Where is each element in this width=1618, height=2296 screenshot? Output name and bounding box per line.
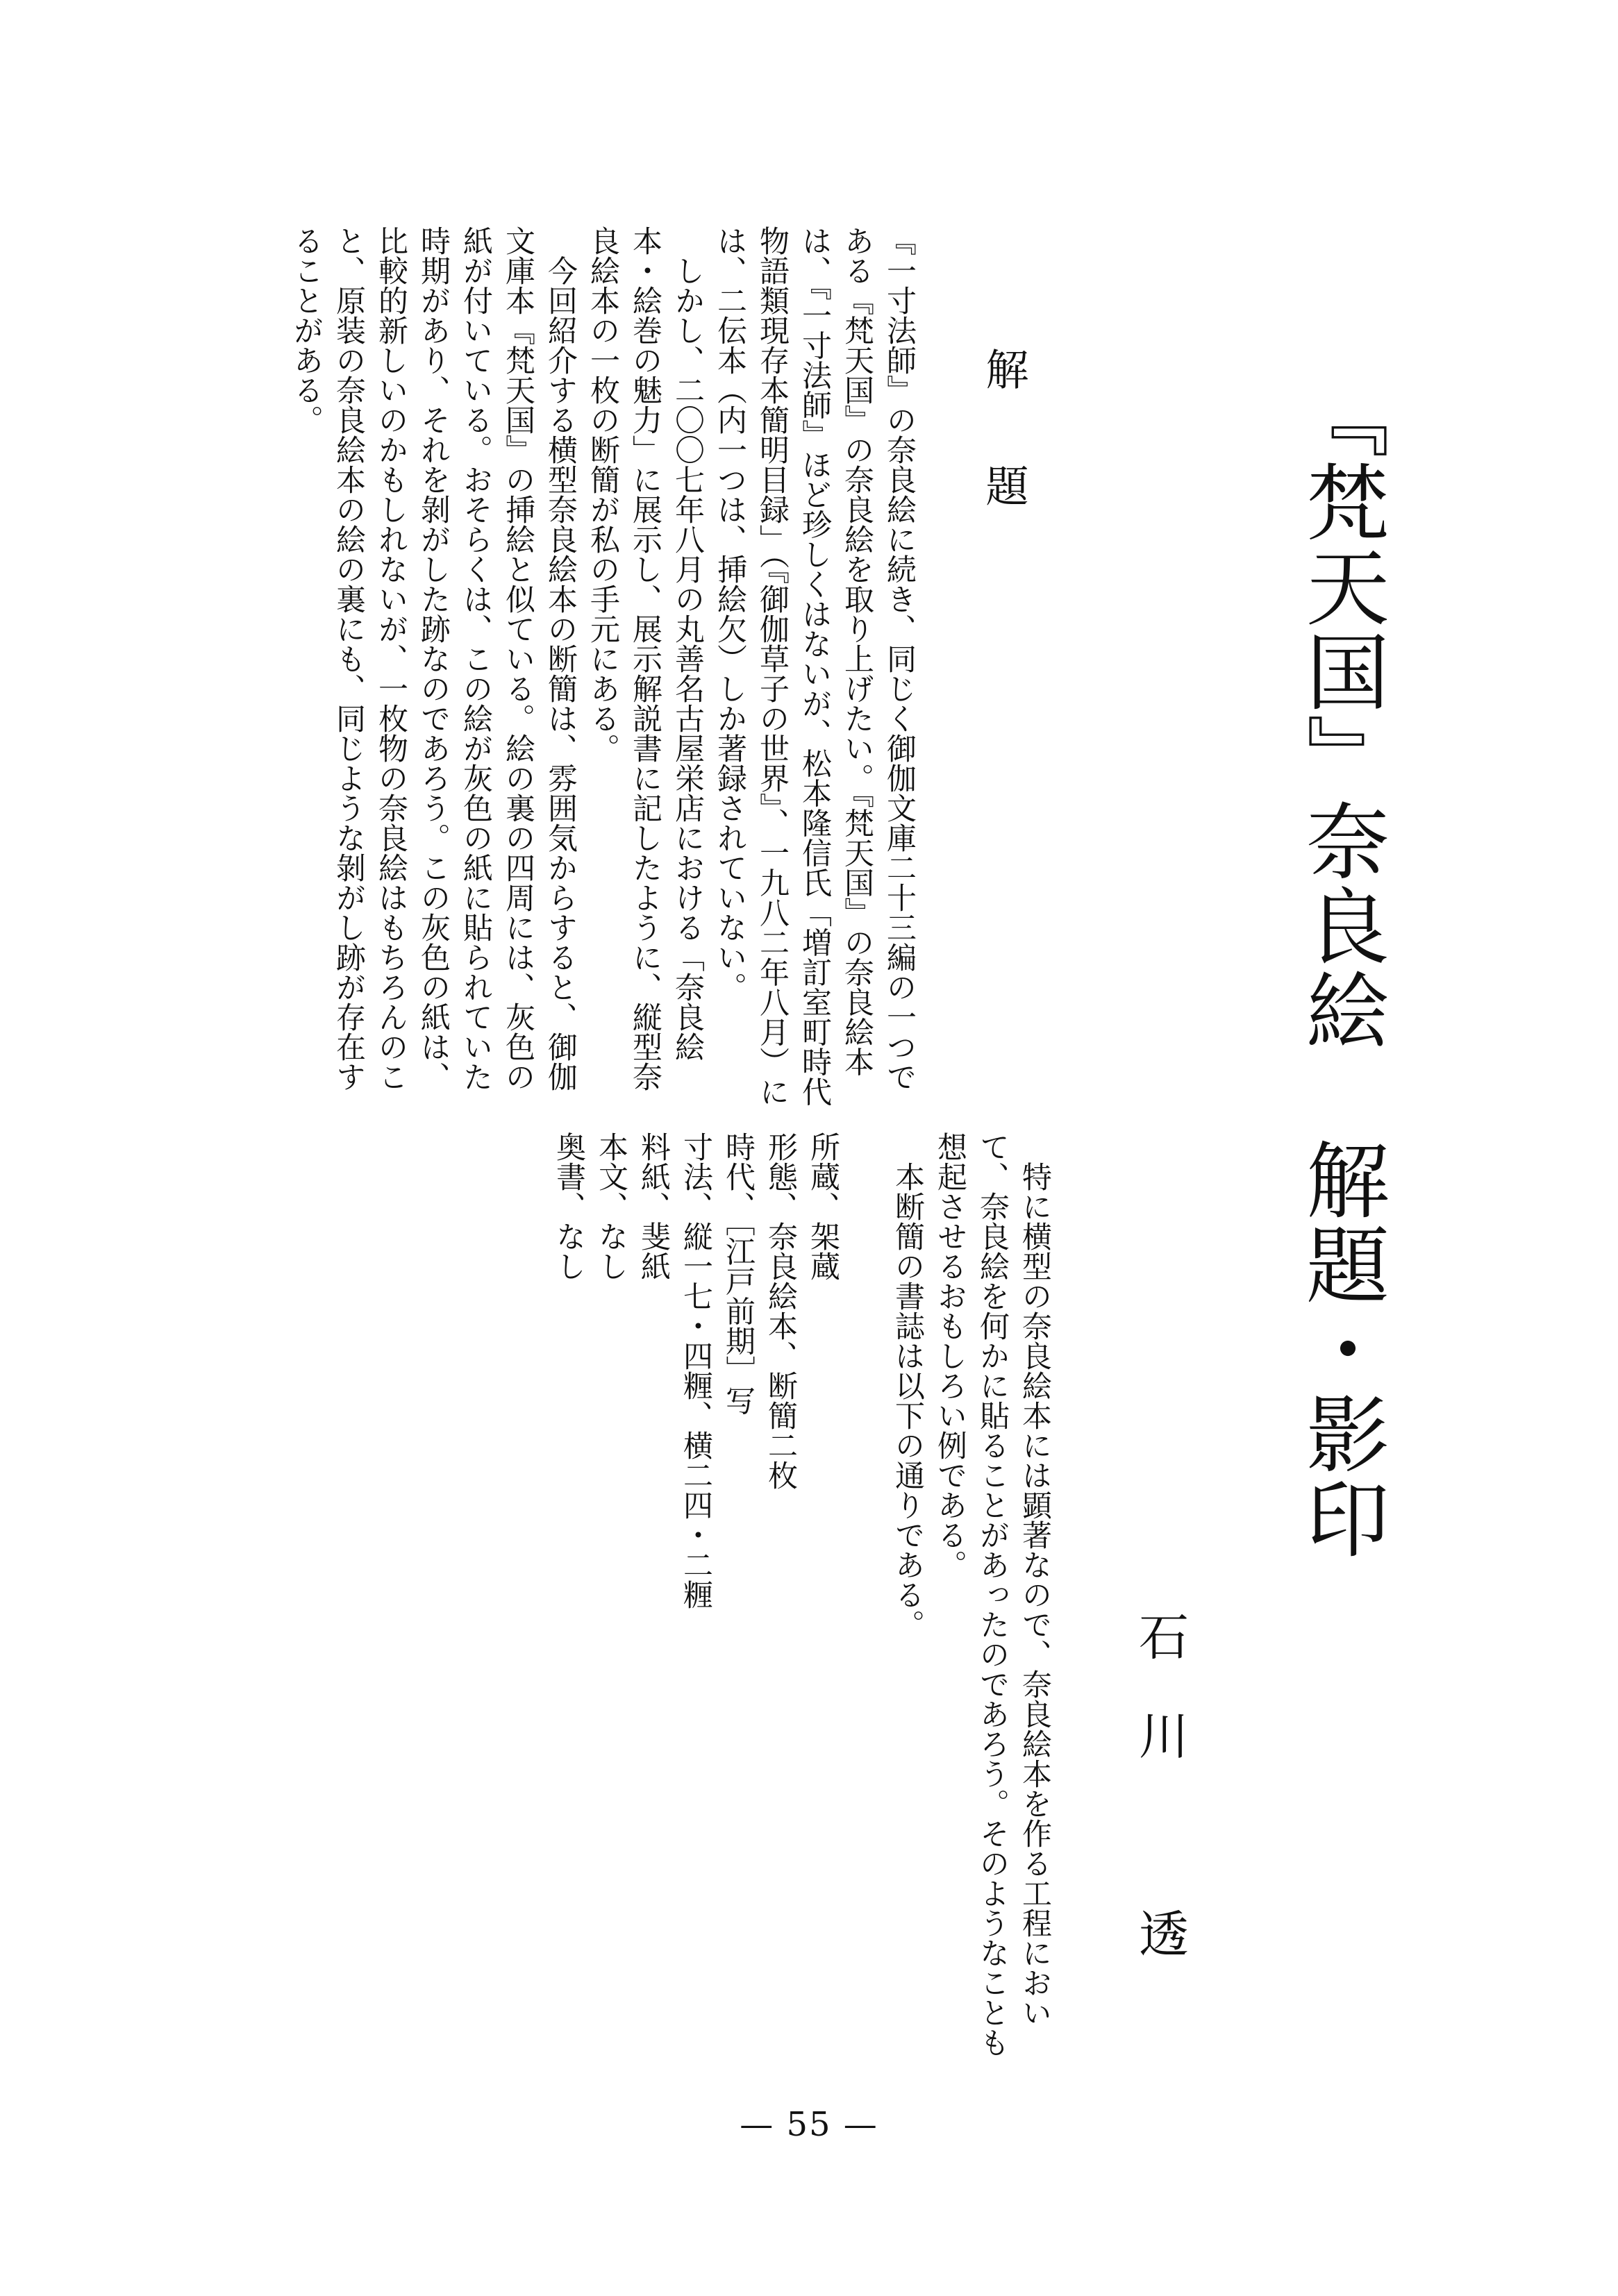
paragraph: 『一寸法師』の奈良絵に続き、同じく御伽文庫二十三編の一つである『梵天国』の奈良絵を取り上げたい。『梵天国』の奈良絵本は、『一寸法師』ほど珍しくはないが、松本隆信氏「増訂室町時代物語類現存本簡明目録」（『御伽草子の世界』、一九八二年八月）には、二伝本（内一つは、挿絵欠）しか著録されていない。 <box>712 226 917 1107</box>
paragraph: 特に横型の奈良絵本には顕著なので、奈良絵本を作る工程において、奈良絵を何かに貼ることがあったのであろう。そのようなことも想起させるおもしろい例である。 <box>933 1132 1052 2057</box>
bibliography-item: 料紙、斐紙 <box>636 1132 671 1281</box>
article-title: 『梵天国』奈良絵 解題・影印 <box>1292 375 1389 1561</box>
page-number: — 55 — <box>740 2105 878 2144</box>
bibliography-item: 時代、［江戸前期］写 <box>721 1132 756 1416</box>
author-name: 石川 透 <box>1131 1611 1189 1958</box>
bibliography-item: 本文、なし <box>594 1132 628 1281</box>
bibliography-item: 寸法、縦一七・四糎、横二四・二糎 <box>678 1132 713 1609</box>
bibliography-item: 奥書、なし <box>551 1132 586 1281</box>
paragraph: しかし、二〇〇七年八月の丸善名古屋栄店における「奈良絵本・絵巻の魅力」に展示し、展示解説書に記したように、縦型奈良絵本の一枚の断簡が私の手元にある。 <box>585 226 705 1091</box>
upper-text-column <box>289 226 920 1114</box>
lower-text-column <box>551 1132 1056 2076</box>
paragraph: 今回紹介する横型奈良絵本の断簡は、雰囲気からすると、御伽文庫本『梵天国』の挿絵と似ている。絵の裏の四周には、灰色の紙が付いている。おそらくは、この絵が灰色の紙に貼られていた時期があり、それを剝がした跡なのであろう。この灰色の紙は、比較的新しいのかもしれないが、一枚物の奈良絵はもちろんのこと、原装の奈良絵本の絵の裏にも、同じような剝がし跡が存在することがある。 <box>289 226 578 1091</box>
bibliography-list <box>547 1132 844 2076</box>
section-heading: 解 題 <box>978 347 1029 507</box>
paragraph: 本断簡の書誌は以下の通りである。 <box>890 1162 925 1639</box>
bibliography-item: 所蔵、架蔵 <box>806 1132 840 1281</box>
bibliography-item: 形態、奈良絵本、断簡二枚 <box>763 1132 798 1490</box>
